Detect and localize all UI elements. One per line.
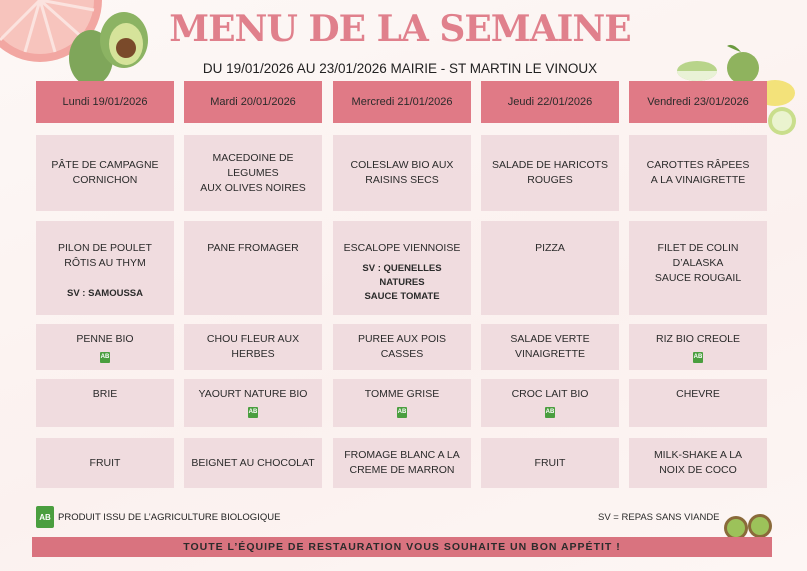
organic-ab-icon: AB [100, 352, 110, 363]
sv-legend: SV = REPAS SANS VIANDE [598, 512, 720, 523]
menu-cell-entree [184, 135, 322, 211]
menu-cell-laitage [629, 379, 767, 427]
sv-dish-line: SAUCE TOMATE [364, 291, 440, 302]
menu-cell-entree [629, 135, 767, 211]
day-header: Lundi 19/01/2026 [36, 81, 174, 123]
day-header: Mardi 20/01/2026 [184, 81, 322, 123]
menu-cell-laitage [333, 379, 471, 427]
dish-name: RAISINS SECS [365, 174, 439, 186]
dish-name: CROC LAIT BIO [511, 388, 589, 400]
menu-cell-laitage [184, 379, 322, 427]
dish-name: COLESLAW BIO AUX [350, 159, 454, 171]
dish-name: ROUGES [527, 174, 573, 186]
dish-name: BRIE [92, 388, 118, 400]
dish-name: SALADE VERTE [510, 333, 590, 345]
menu-cell-accompagnement [333, 324, 471, 370]
bio-legend-text: PRODUIT ISSU DE L’AGRICULTURE BIOLOGIQUE [58, 511, 281, 523]
dish-name: CHEVRE [676, 388, 720, 400]
organic-ab-icon: AB [545, 407, 555, 418]
dish-name: MACEDOINE DE LEGUMES [212, 151, 294, 179]
dish-name: PIZZA [535, 242, 565, 254]
menu-cell-accompagnement [184, 324, 322, 370]
day-header: Jeudi 22/01/2026 [481, 81, 619, 123]
dish-name: TOMME GRISE [364, 388, 440, 400]
dish-name: CORNICHON [72, 174, 138, 186]
dish-name: PENNE BIO [76, 333, 134, 345]
sv-dish: QUENELLES NATURES [379, 263, 442, 288]
dish-name: CREME DE MARRON [349, 464, 455, 476]
dish-name: FILET DE COLIN D’ALASKA [657, 242, 739, 269]
dish-name: PUREE AUX POIS CASSES [357, 333, 447, 360]
dish-name: NOIX DE COCO [659, 464, 737, 476]
menu-cell-plat [481, 221, 619, 315]
dish-name: RÔTIS AU THYM [64, 257, 146, 269]
dish-name: FRUIT [534, 456, 566, 469]
avocado-illustration [66, 10, 156, 90]
dish-name: PÂTE DE CAMPAGNE [51, 159, 159, 171]
menu-cell-dessert [481, 438, 619, 488]
sv-alternative [339, 262, 465, 290]
sv-dish: SAMOUSSA [88, 288, 144, 299]
dish-name: PANE FROMAGER [207, 242, 299, 254]
dish-name: FRUIT [89, 456, 121, 469]
menu-cell-plat [333, 221, 471, 315]
sv-label: SV : [362, 263, 381, 274]
menu-cell-accompagnement [481, 324, 619, 370]
day-header: Mercredi 21/01/2026 [333, 81, 471, 123]
page-subtitle: DU 19/01/2026 AU 23/01/2026 MAIRIE - ST MARTIN LE VINOUX [202, 61, 598, 76]
menu-cell-entree [333, 135, 471, 211]
menu-cell-laitage [36, 379, 174, 427]
dish-name: BEIGNET AU CHOCOLAT [191, 456, 315, 469]
dish-name: RIZ BIO CREOLE [655, 333, 740, 345]
menu-cell-entree [36, 135, 174, 211]
organic-ab-icon: AB [36, 506, 54, 528]
organic-ab-icon: AB [693, 352, 703, 363]
dish-name: CHOU FLEUR AUX HERBES [206, 333, 300, 360]
menu-cell-laitage [481, 379, 619, 427]
organic-ab-icon: AB [397, 407, 407, 418]
dish-name: PILON DE POULET [58, 242, 152, 254]
menu-cell-dessert [36, 438, 174, 488]
menu-cell-accompagnement [36, 324, 174, 370]
dish-name: A LA VINAIGRETTE [650, 174, 746, 186]
menu-cell-plat [184, 221, 322, 315]
page-title: MENU DE LA SEMAINE [169, 8, 631, 50]
menu-cell-plat [36, 221, 174, 315]
sv-alternative [67, 287, 143, 301]
footer-banner: TOUTE L’ÉQUIPE DE RESTAURATION VOUS SOUHAITE UN BON APPÉTIT ! [32, 537, 772, 557]
bio-legend [36, 506, 280, 528]
dish-name: YAOURT NATURE BIO [198, 388, 308, 400]
day-header: Vendredi 23/01/2026 [629, 81, 767, 123]
dish-name: VINAIGRETTE [514, 348, 585, 360]
dish-name: ESCALOPE VIENNOISE [343, 242, 461, 254]
menu-cell-dessert [333, 438, 471, 488]
dish-name: MILK-SHAKE A LA [653, 449, 743, 461]
menu-cell-entree [481, 135, 619, 211]
menu-cell-plat [629, 221, 767, 315]
menu-cell-dessert [184, 438, 322, 488]
organic-ab-icon: AB [248, 407, 258, 418]
menu-cell-dessert [629, 438, 767, 488]
menu-cell-accompagnement [629, 324, 767, 370]
dish-name: CAROTTES RÂPEES [646, 159, 750, 171]
dish-name: SALADE DE HARICOTS [491, 159, 609, 171]
dish-name: SAUCE ROUGAIL [654, 272, 742, 284]
dish-name: FROMAGE BLANC A LA [344, 449, 460, 461]
sv-label: SV : [66, 288, 86, 299]
dish-name: AUX OLIVES NOIRES [200, 181, 306, 194]
